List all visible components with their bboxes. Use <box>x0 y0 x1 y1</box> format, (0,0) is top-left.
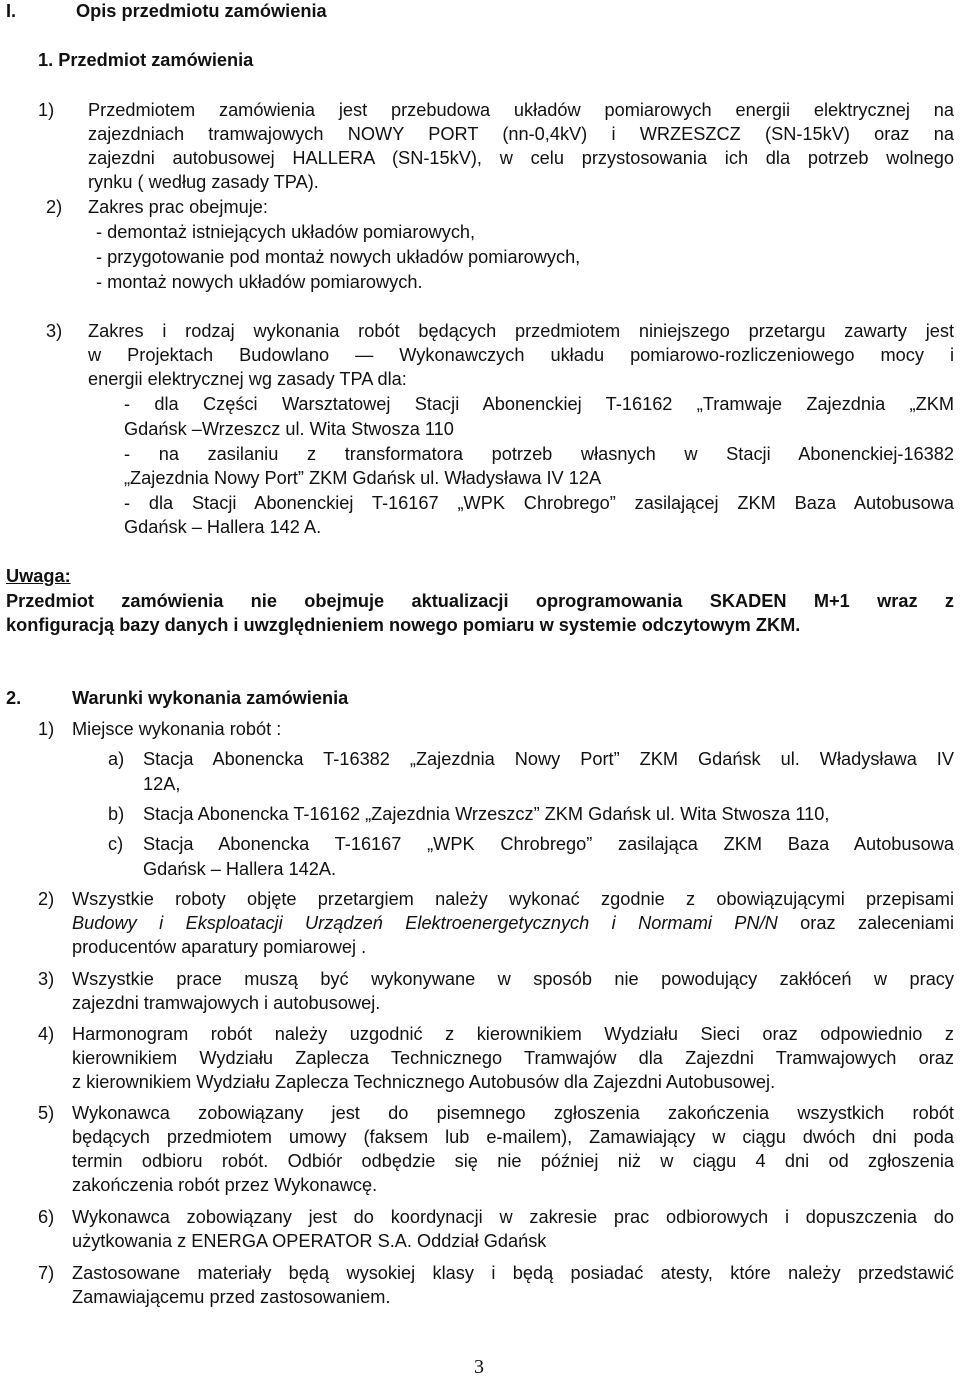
paragraph-line: w Projektach Budowlano — Wykonawczych układu pomiarowo-rozliczeniowego mocy i <box>88 345 954 365</box>
subsection-2-title: Warunki wykonania zamówienia <box>72 688 349 708</box>
list-item: - przygotowanie pod montaż nowych układów pomiarowych, <box>96 247 581 267</box>
paragraph-line: termin odbioru robót. Odbiór odbędzie się nie później niż w ciągu 4 dni od zgłoszenia <box>72 1151 954 1171</box>
item-number: 5) <box>38 1103 55 1123</box>
paragraph-line: zakończenia robót przez Wykonawcę. <box>72 1175 378 1195</box>
paragraph-line: Wszystkie roboty objęte przetargiem należy wykonać zgodnie z obowiązującymi przepisami <box>72 889 954 909</box>
list-item: Stacja Abonencka T-16382 „Zajezdnia Nowy Port” ZKM Gdańsk ul. Władysława IV <box>143 749 954 769</box>
item-number: 7) <box>38 1263 55 1283</box>
subsection-2-number: 2. <box>6 688 22 708</box>
paragraph-line: Harmonogram robót należy uzgodnić z kierownikiem Wydziału Sieci oraz odpowiednio z <box>72 1024 954 1044</box>
item-number: 6) <box>38 1207 55 1227</box>
list-item: Gdańsk – Hallera 142A. <box>143 859 337 879</box>
note-line: Przedmiot zamówienia nie obejmuje aktualizacji oprogramowania SKADEN M+1 wraz z <box>6 591 954 611</box>
section-title: Opis przedmiotu zamówienia <box>76 1 327 21</box>
paragraph-line: rynku ( według zasady TPA). <box>88 172 319 192</box>
item-number: 2) <box>46 197 63 217</box>
paragraph-line: Zakres i rodzaj wykonania robót będących przedmiotem niniejszego przetargu zawarty jest <box>88 321 954 341</box>
list-item: - dla Stacji Abonenckiej T-16167 „WPK Chrobrego” zasilającej ZKM Baza Autobusowa <box>124 493 954 513</box>
page-number: 3 <box>474 1356 484 1378</box>
item-number: 2) <box>38 889 55 909</box>
paragraph-line <box>72 911 954 935</box>
paragraph-line: Zamawiającemu przed zastosowaniem. <box>72 1287 391 1307</box>
list-item: - montaż nowych układów pomiarowych. <box>96 272 423 292</box>
item-number: 1) <box>38 719 55 739</box>
paragraph-line: Miejsce wykonania robót : <box>72 719 282 739</box>
paragraph-line: Zastosowane materiały będą wysokiej klasy i będą posiadać atesty, które należy przedstawić <box>72 1263 954 1283</box>
list-item: „Zajezdnia Nowy Port” ZKM Gdańsk ul. Władysława IV 12A <box>124 468 602 488</box>
item-number: 3) <box>46 321 63 341</box>
paragraph-line: będących przedmiotem umowy (faksem lub e-mailem), Zamawiający w ciągu dwóch dni poda <box>72 1127 954 1147</box>
item-number: 4) <box>38 1024 55 1044</box>
paragraph-line: zajezdniach tramwajowych NOWY PORT (nn-0,4kV) i WRZESZCZ (SN-15kV) oraz na <box>88 124 954 144</box>
item-number: 3) <box>38 969 55 989</box>
list-item: Stacja Abonencka T-16162 „Zajezdnia Wrzeszcz” ZKM Gdańsk ul. Wita Stwosza 110, <box>143 804 830 824</box>
item-number: 1) <box>38 100 55 120</box>
section-number: I. <box>6 1 17 21</box>
list-item: - dla Części Warsztatowej Stacji Abonenckiej T-16162 „Tramwaje Zajezdnia „ZKM <box>124 394 954 414</box>
list-letter: a) <box>108 749 125 769</box>
paragraph-line: zajezdni tramwajowych i autobusowej. <box>72 993 381 1013</box>
note-line: konfiguracją bazy danych i uwzględnieniem nowego pomiaru w systemie odczytowym ZKM. <box>6 615 801 635</box>
paragraph-line: producentów aparatury pomiarowej . <box>72 937 367 957</box>
list-letter: b) <box>108 804 125 824</box>
paragraph-line: z kierownikiem Wydziału Zaplecza Technicznego Autobusów dla Zajezdni Autobusowej. <box>72 1072 776 1092</box>
paragraph-line: Wykonawca zobowiązany jest do koordynacji w zakresie prac odbiorowych i dopuszczenia do <box>72 1207 954 1227</box>
paragraph-line: energii elektrycznej wg zasady TPA dla: <box>88 369 407 389</box>
paragraph-line: Przedmiotem zamówienia jest przebudowa układów pomiarowych energii elektrycznej na <box>88 100 954 120</box>
paragraph-line: zajezdni autobusowej HALLERA (SN-15kV), w celu przystosowania ich dla potrzeb wolnego <box>88 148 954 168</box>
subsection-1-heading: 1. Przedmiot zamówienia <box>38 50 254 70</box>
text: oraz zaleceniami <box>777 913 955 933</box>
paragraph-line: Wszystkie prace muszą być wykonywane w sposób nie powodujący zakłóceń w pracy <box>72 969 954 989</box>
list-item: Stacja Abonencka T-16167 „WPK Chrobrego” zasilająca ZKM Baza Autobusowa <box>143 834 954 854</box>
list-item: - demontaż istniejących układów pomiarowych, <box>96 222 476 242</box>
list-item: 12A, <box>143 774 181 794</box>
paragraph-line: Wykonawca zobowiązany jest do pisemnego zgłoszenia zakończenia wszystkich robót <box>72 1103 954 1123</box>
paragraph-line: użytkowania z ENERGA OPERATOR S.A. Oddział Gdańsk <box>72 1231 547 1251</box>
note-label: Uwaga: <box>6 566 71 586</box>
list-item: - na zasilaniu z transformatora potrzeb własnych w Stacji Abonenckiej-16382 <box>124 444 954 464</box>
list-letter: c) <box>108 834 124 854</box>
paragraph-line: kierownikiem Wydziału Zaplecza Technicznego Tramwajów dla Zajezdni Tramwajowych oraz <box>72 1048 954 1068</box>
list-item: Gdańsk –Wrzeszcz ul. Wita Stwosza 110 <box>124 419 454 439</box>
paragraph-line: Zakres prac obejmuje: <box>88 197 268 217</box>
list-item: Gdańsk – Hallera 142 A. <box>124 517 322 537</box>
italic-text: Budowy i Eksploatacji Urządzeń Elektroenergetycznych i Normami PN/N <box>72 913 778 933</box>
